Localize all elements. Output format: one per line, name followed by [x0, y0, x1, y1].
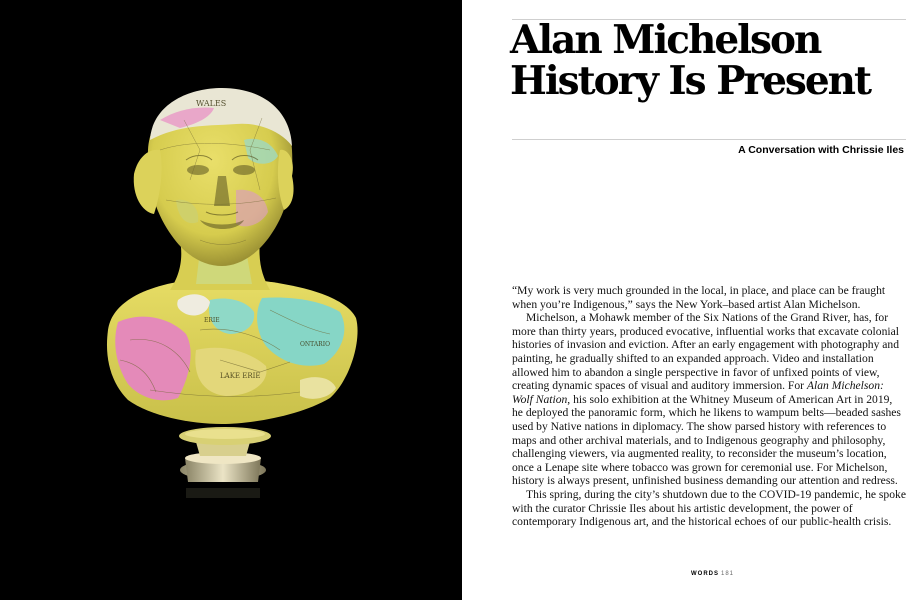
map-label: ONTARIO: [300, 341, 330, 348]
paragraph-text: Michelson, a Mohawk member of the Six Nations of the Grand River, has, for more than thirty years, produced evocative, influential works that excavate colonial histories of invasion and eviction. After an early engagement with photography and painting, he gradually shifted to an expanded approach. Video and installation allowed him to abandon a single perspective in favor of unfixed points of view, creating dynamic spaces of visual and auditory immersion. For: [512, 311, 899, 393]
page-number: 181: [721, 571, 735, 577]
paragraph-text: , his solo exhibition at the Whitney Museum of American Art in 2019, he deployed the panoramic form, which he likens to wampum belts—beaded sashes used by Native nations in diplomacy. The show parsed history with references to maps and other archival materials, and to Indigenous geography and philosophy, challenging viewers, via augmented reality, to reconsider the museum’s location, once a Lenape site where tobacco was grown for ceremonial use. For Michelson, history is always present, unfinished business demanding our attention and redress.: [512, 392, 901, 488]
map-label: WALES: [196, 99, 227, 108]
article-body: [512, 284, 906, 529]
map-label: ERIE: [204, 317, 220, 324]
map-label: LAKE ERIE: [220, 372, 261, 380]
title-line-2: History Is Present: [510, 58, 871, 104]
paragraph: This spring, during the city’s shutdown due to the COVID-19 pandemic, he spoke with the curator Chrissie Iles about his artistic development, the power of contemporary Indigenous art, and the historical echoes of our public-health crisis.: [512, 487, 906, 529]
paragraph: [512, 311, 906, 488]
subtitle: A Conversation with Chrissie Iles: [738, 144, 904, 156]
divider: [512, 139, 906, 140]
paragraph: “My work is very much grounded in the local, in place, and place can be fraught when you’re Indigenous,” says the New York–based artist Alan Michelson.: [512, 284, 886, 311]
page-folio: [691, 571, 734, 577]
exhibition-title: Alan Michelson: Wolf Nation: [512, 379, 884, 406]
title-line-1: Alan Michelson: [510, 17, 821, 63]
text-page: [462, 0, 924, 600]
section-label: WORDS: [691, 571, 719, 577]
page-title: [510, 17, 910, 104]
